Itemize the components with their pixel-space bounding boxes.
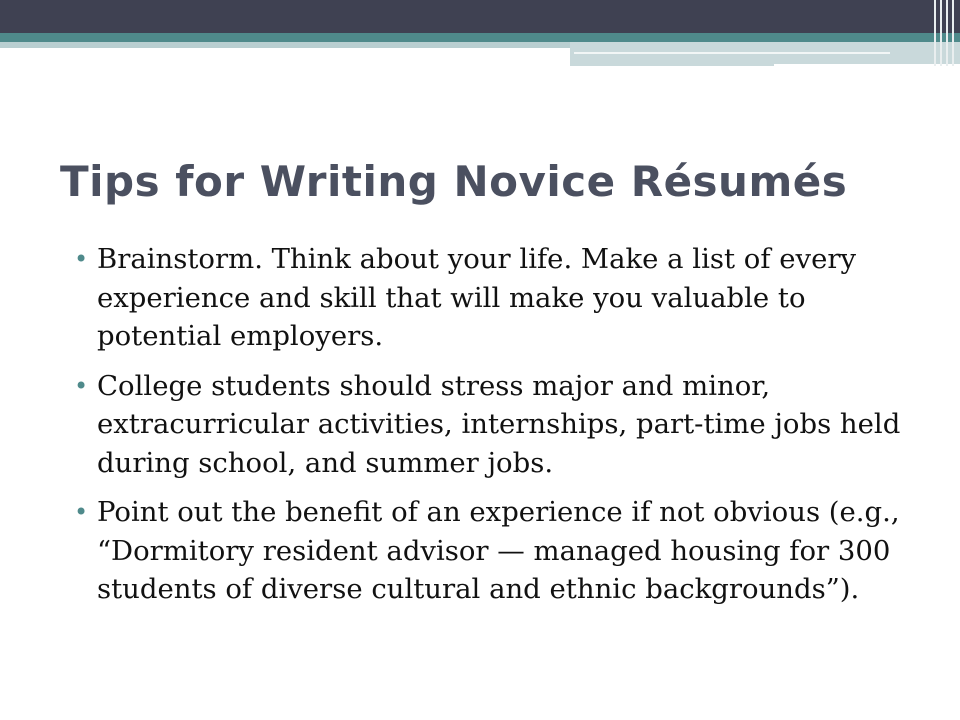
stripe <box>940 0 942 66</box>
header-tab-shape <box>570 42 960 66</box>
stripe <box>934 0 936 66</box>
bullet-item <box>74 493 924 609</box>
bullet-dot-icon: • <box>74 371 89 400</box>
header-band-teal <box>0 33 960 42</box>
header-right-stripes <box>930 0 960 66</box>
stripe <box>952 0 954 66</box>
stripe <box>946 0 948 66</box>
slide-title: Tips for Writing Novice Résumés <box>60 157 848 206</box>
header-band-dark <box>0 0 960 33</box>
bullet-item <box>74 367 924 483</box>
header-tab-line <box>574 52 890 54</box>
bullet-text: College students should stress major and minor, extracurricular activities, internships, part-time jobs held during school, and summer jobs. <box>97 369 901 479</box>
bullet-dot-icon: • <box>74 498 89 526</box>
bullet-list <box>74 240 924 620</box>
bullet-dot-icon: • <box>74 245 89 273</box>
header-band-light <box>0 42 570 48</box>
bullet-item <box>74 240 924 356</box>
bullet-text: Brainstorm. Think about your life. Make a list of every experience and skill that will make you valuable to potential employers. <box>97 243 857 352</box>
bullet-text: Point out the benefit of an experience if not obvious (e.g., “Dormitory resident advisor — managed housing for 300 students of diverse cultural and ethnic backgrounds”). <box>97 496 900 605</box>
